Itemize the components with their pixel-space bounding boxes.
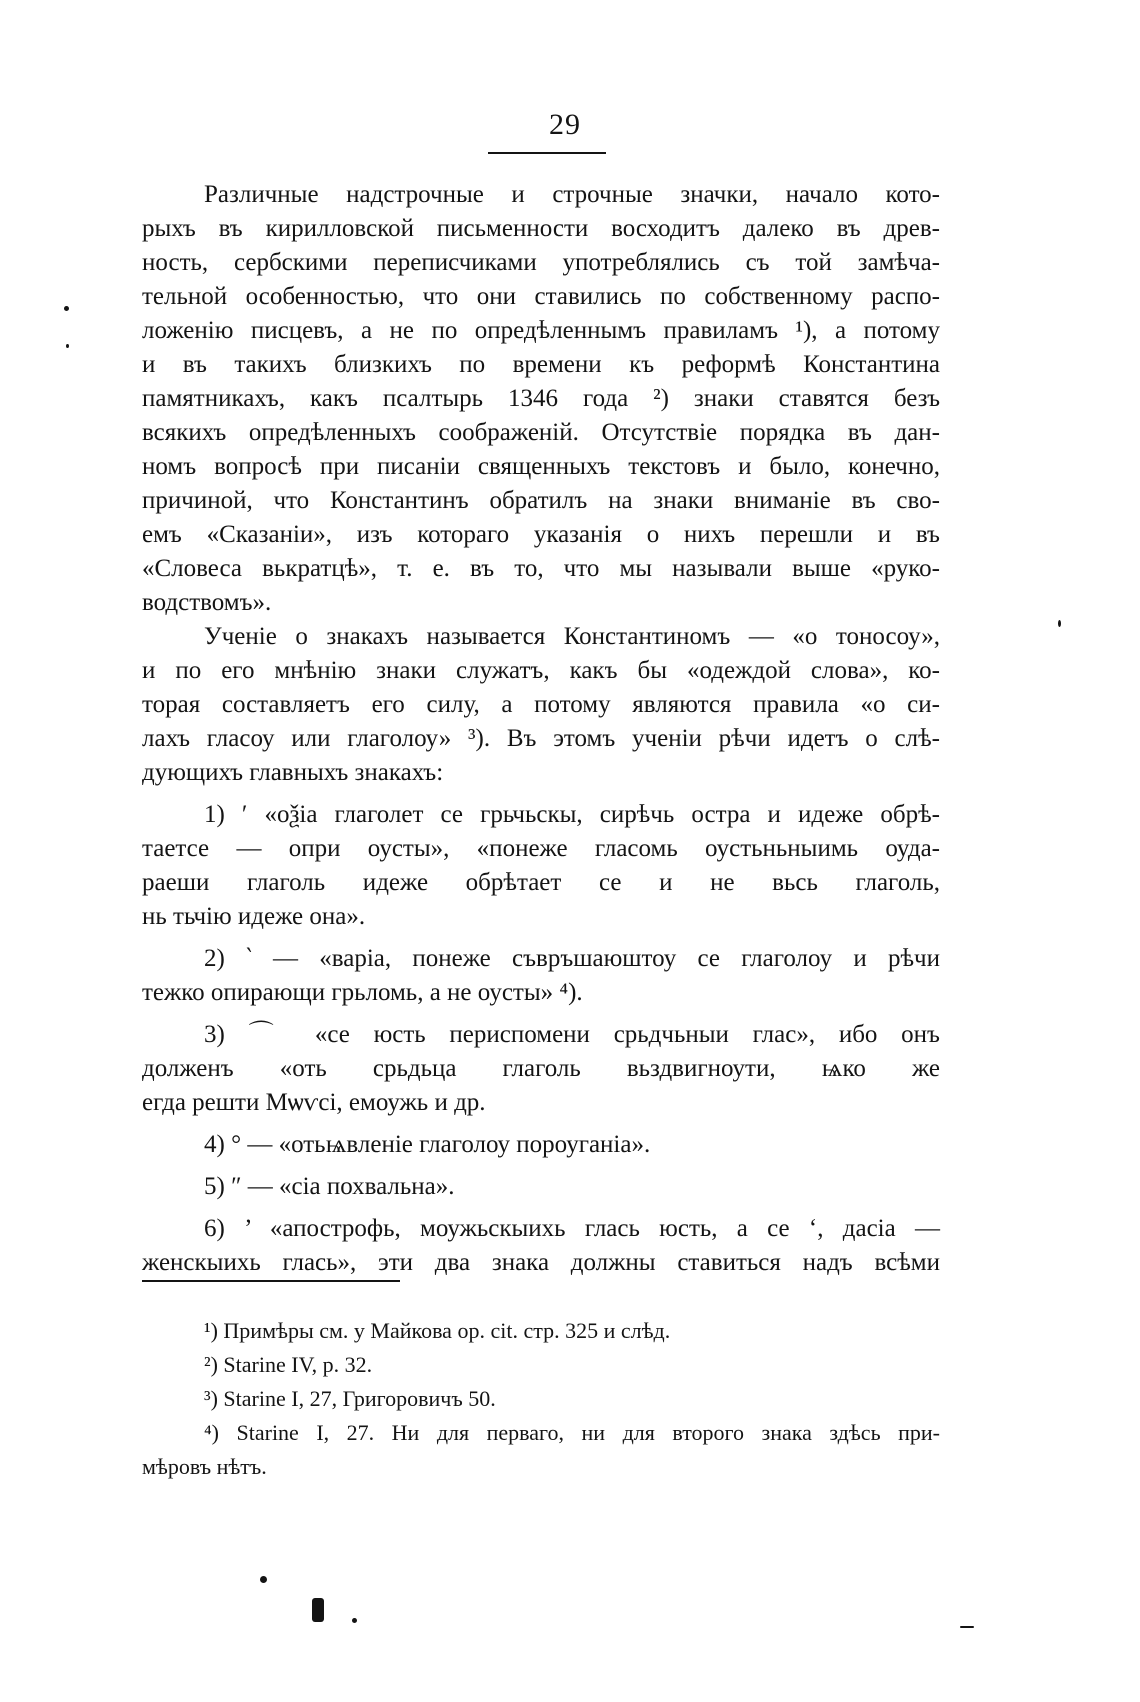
text-line: рыхъ въ кирилловской письменности восходитъ далеко въ древ- <box>142 215 940 242</box>
text-line: лахъ гласоу или глаголоу» ³). Въ этомъ ученіи рѣчи идетъ о слѣ- <box>142 725 940 752</box>
text-line: номъ вопросѣ при писаніи священныхъ текстовъ и было, конечно, <box>142 453 940 480</box>
footnote-3: ³) Starine I, 27, Григоровичъ 50. <box>204 1386 496 1411</box>
text-line: долженъ «оть срьдьца глаголь вьздвигноути, ѩко же <box>142 1055 940 1082</box>
text-line: «Словеса вькратцѣ», т. е. въ то, что мы называли выше «руко- <box>142 555 940 582</box>
list-item-2 <box>142 942 940 1010</box>
footnote-1: ¹) Примѣры см. у Майкова op. cit. стр. 325 и слѣд. <box>204 1318 671 1343</box>
text-line: таетсе — опри оусты», «понеже гласомь оустьньныимь оуда- <box>142 835 940 862</box>
scan-speck <box>66 344 69 348</box>
footnote-4: ⁴) Starine I, 27. Ни для перваго, ни для второго знака здѣсь при- <box>204 1420 940 1445</box>
text-line: Ученіе о знакахъ называется Константиномъ — «о тоносоу», <box>204 623 940 650</box>
text-line: дующихъ главныхъ знакахъ: <box>142 759 444 786</box>
text-line: причиной, что Константинъ обратилъ на знаки вниманіе въ сво- <box>142 487 940 514</box>
text-line: 4) ° — «отьѩвленіе глаголоу пороуганіа». <box>204 1131 651 1158</box>
text-line: 3) ⌒ «се юсть периспомени срьдчьныи глас», ибо онъ <box>204 1021 940 1048</box>
text-line: женскыихь глась», эти два знака должны ставиться надъ всѣми <box>142 1249 940 1276</box>
text-line: раеши глаголь идеже обрѣтает се и не вьсь глаголь, <box>142 869 940 896</box>
paragraph-2 <box>142 620 940 790</box>
text-line: нь тьчію идеже она». <box>142 903 366 930</box>
text-line: 1) ′ «оѯіа глаголет се грьчьскы, сирѣчь остра и идеже обрѣ- <box>204 801 940 828</box>
page-number: 29 <box>549 108 581 141</box>
page-number-rule <box>488 152 606 154</box>
paragraph-1 <box>142 178 940 620</box>
text-line: емъ «Сказаніи», изъ котораго указанія о нихъ перешли и въ <box>142 521 940 548</box>
footnotes <box>142 1314 940 1484</box>
text-line: памятникахъ, какъ псалтырь 1346 года ²) знаки ставятся безъ <box>142 385 940 412</box>
list-item-1 <box>142 798 940 934</box>
text-line: ность, сербскими переписчиками употреблялись съ той замѣча- <box>142 249 940 276</box>
main-text <box>142 178 940 1280</box>
text-line: 5) ″ — «сіа похвальна». <box>204 1173 455 1200</box>
scan-speck <box>64 306 69 311</box>
scan-speck <box>312 1598 324 1622</box>
text-line: тежко опирающи грьломь, а не оусты» ⁴). <box>142 979 583 1006</box>
text-line: и по его мнѣнію знаки служатъ, какъ бы «одеждой слова», ко- <box>142 657 940 684</box>
text-line: всякихъ опредѣленныхъ соображеній. Отсутствіе порядка въ дан- <box>142 419 940 446</box>
text-line: водствомъ». <box>142 589 272 616</box>
text-line: 2) ‵ — «варіа, понеже съвръшаюштоу се глаголоу и рѣчи <box>204 945 940 972</box>
footnote-2: ²) Starine IV, p. 32. <box>204 1352 373 1377</box>
text-line: 6) ’ «апострофь, моужьскыихь глась юсть, а се ‘, дасіа — <box>204 1215 940 1242</box>
text-line: Различные надстрочные и строчные значки, начало кото- <box>204 181 940 208</box>
footnote-4-continued: мѣровъ нѣтъ. <box>142 1454 267 1479</box>
scan-speck <box>1058 620 1061 627</box>
scan-speck <box>352 1618 357 1623</box>
footnote-rule <box>142 1280 400 1282</box>
scan-speck <box>260 1576 267 1583</box>
text-line: тельной особенностью, что они ставились по собственному распо- <box>142 283 940 310</box>
list-item-4 <box>142 1128 940 1162</box>
scan-speck <box>960 1626 974 1628</box>
text-line: ложенію писцевъ, а не по опредѣленнымъ правиламъ ¹), а потому <box>142 317 940 344</box>
list-item-6 <box>142 1212 940 1280</box>
text-line: торая составляетъ его силу, а потому являются правила «о си- <box>142 691 940 718</box>
list-item-5 <box>142 1170 940 1204</box>
list-item-3 <box>142 1018 940 1120</box>
text-line: егда решти Мѡѵсі, емоужь и др. <box>142 1089 486 1116</box>
text-line: и въ такихъ близкихъ по времени къ реформѣ Константина <box>142 351 940 378</box>
